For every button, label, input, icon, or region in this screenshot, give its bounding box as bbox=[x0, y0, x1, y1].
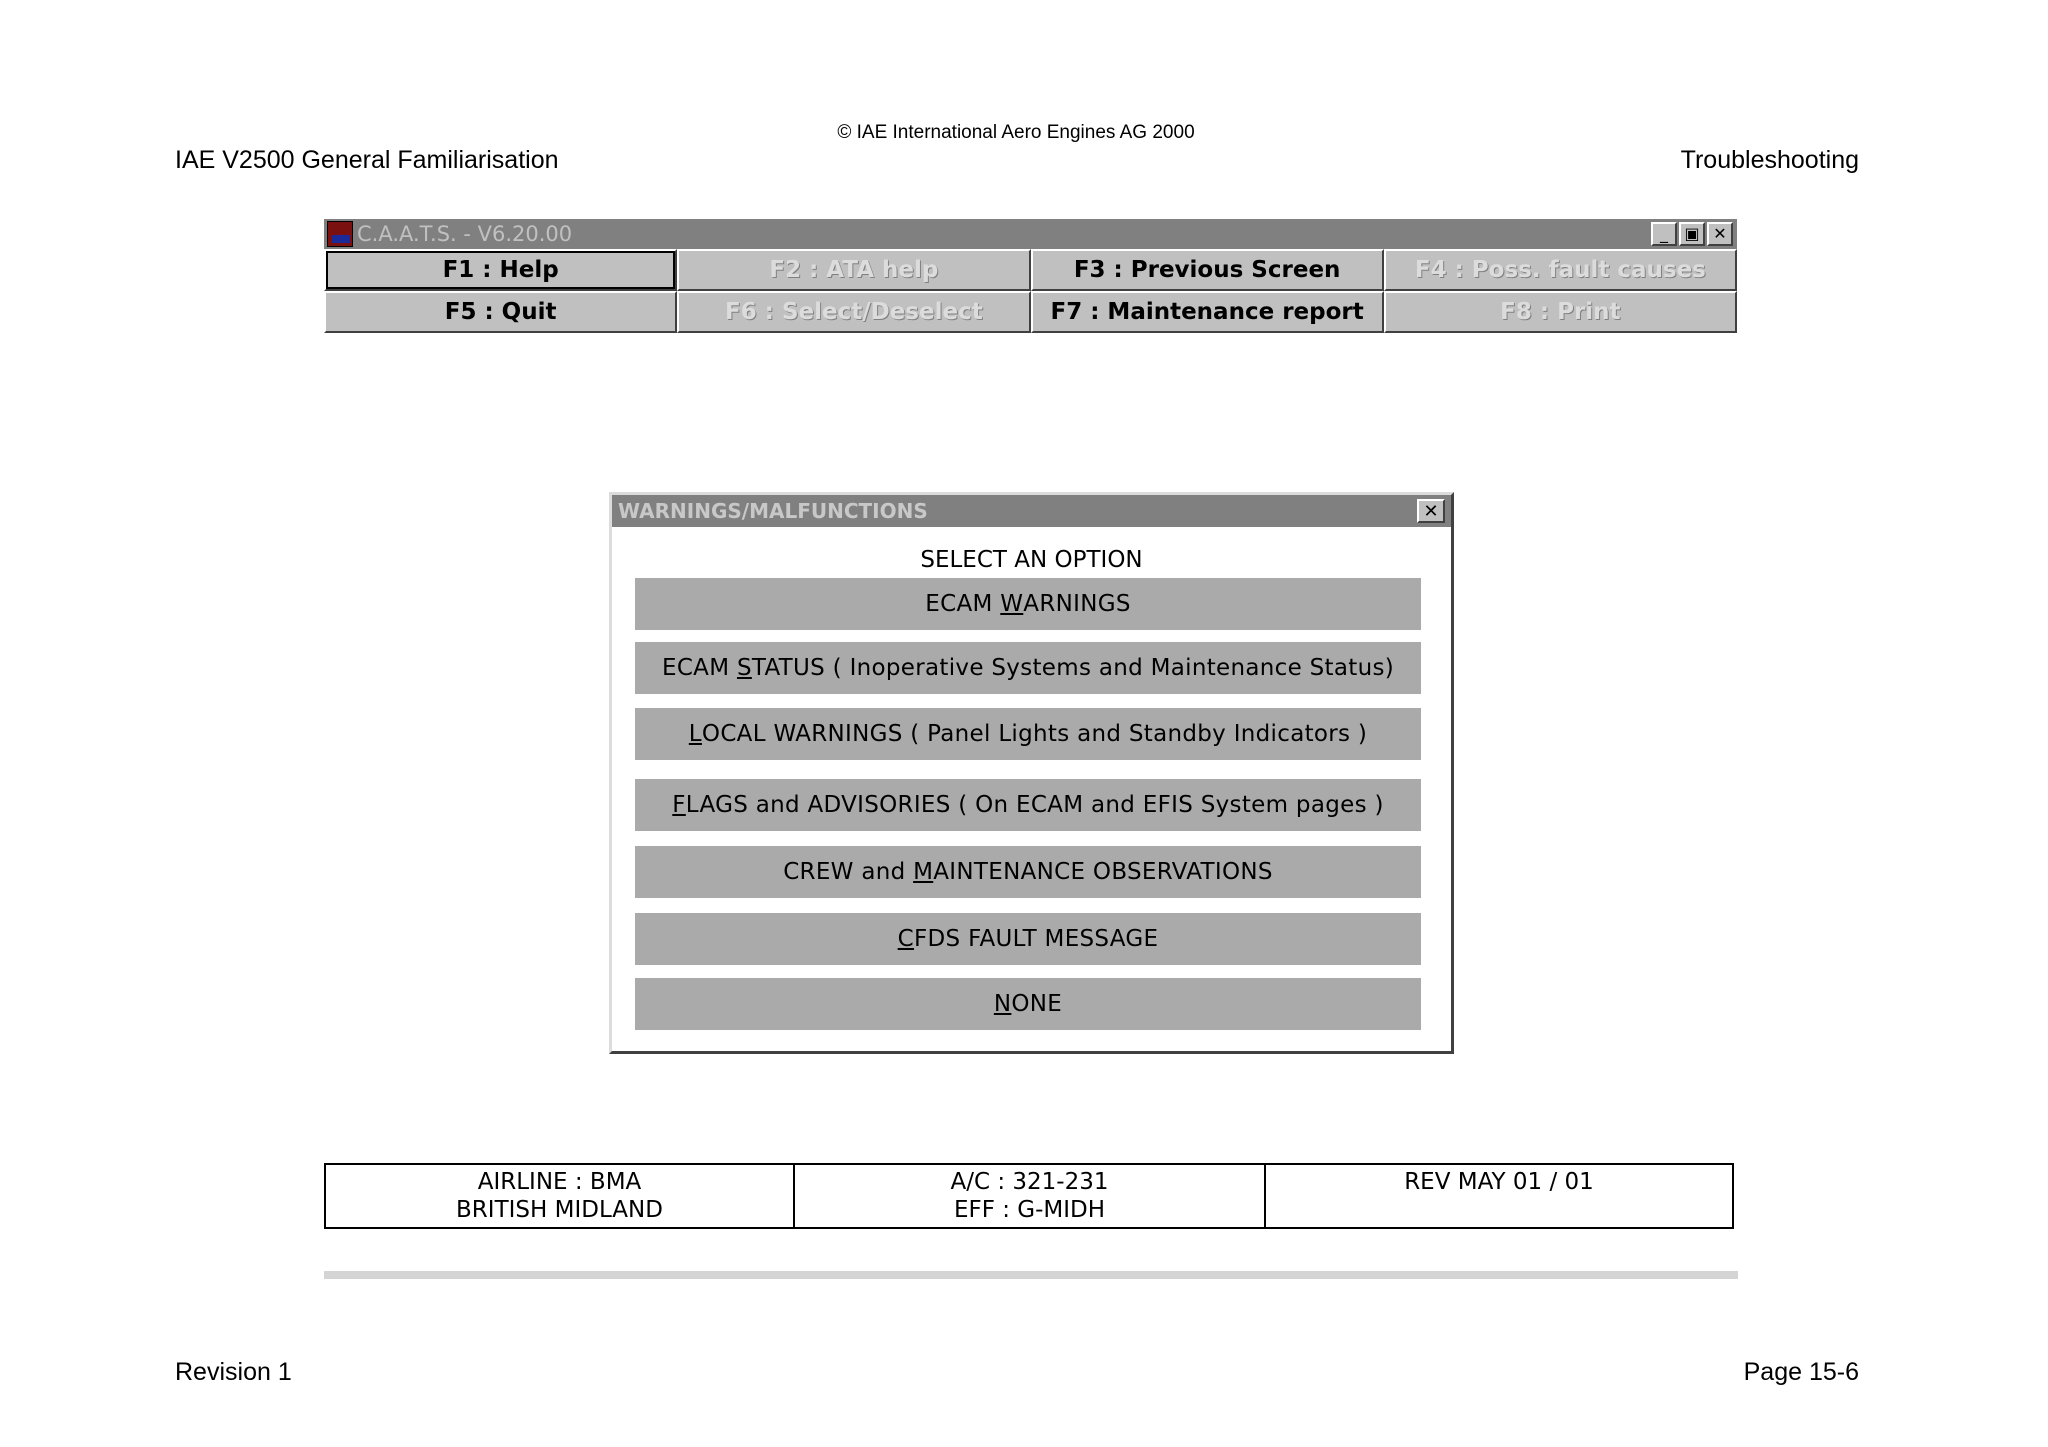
option-hotkey: L bbox=[688, 721, 702, 747]
option-label-post: AINTENANCE OBSERVATIONS bbox=[933, 859, 1273, 885]
caats-title: C.A.A.T.S. - V6.20.00 bbox=[357, 222, 573, 246]
dialog-prompt: SELECT AN OPTION bbox=[920, 547, 1143, 573]
option-none-button[interactable] bbox=[635, 978, 1421, 1030]
dialog-titlebar[interactable] bbox=[612, 495, 1451, 527]
caats-titlebar[interactable] bbox=[324, 219, 1737, 249]
f8-print-button[interactable]: F8 : Print bbox=[1384, 291, 1737, 333]
option-flags-advisories-button[interactable] bbox=[635, 779, 1421, 831]
aircraft-cell bbox=[795, 1165, 1266, 1227]
option-hotkey: S bbox=[736, 655, 752, 681]
option-label-post: ONE bbox=[1011, 991, 1063, 1017]
option-local-warnings-button[interactable] bbox=[635, 708, 1421, 760]
restore-icon[interactable]: ▣ bbox=[1679, 222, 1705, 246]
copyright-notice: © IAE International Aero Engines AG 2000 bbox=[837, 122, 1195, 143]
aircraft-info-table bbox=[324, 1163, 1734, 1229]
f7-maintenance-report-button[interactable]: F7 : Maintenance report bbox=[1031, 291, 1384, 333]
option-label-post: OCAL WARNINGS ( Panel Lights and Standby Indicators ) bbox=[701, 721, 1368, 747]
option-label-post: ARNINGS bbox=[1023, 591, 1131, 617]
option-label-post: LAGS and ADVISORIES ( On ECAM and EFIS System pages ) bbox=[685, 792, 1384, 818]
revision-label: Revision 1 bbox=[175, 1358, 292, 1386]
dialog-close-icon[interactable]: ✕ bbox=[1417, 499, 1445, 523]
warnings-malfunctions-dialog bbox=[609, 492, 1454, 1054]
option-cfds-fault-message-button[interactable] bbox=[635, 913, 1421, 965]
caats-app-icon[interactable] bbox=[327, 221, 353, 247]
option-label-pre: ECAM bbox=[661, 655, 737, 681]
option-hotkey: F bbox=[672, 792, 686, 818]
option-label-pre: CREW and bbox=[783, 859, 914, 885]
function-key-bar bbox=[324, 249, 1737, 333]
document-title: IAE V2500 General Familiarisation bbox=[175, 146, 559, 174]
f6-select-deselect-button[interactable]: F6 : Select/Deselect bbox=[677, 291, 1030, 333]
dialog-title: WARNINGS/MALFUNCTIONS bbox=[618, 499, 928, 523]
option-label-post: FDS FAULT MESSAGE bbox=[914, 926, 1159, 952]
airline-name: BRITISH MIDLAND bbox=[456, 1197, 663, 1223]
option-crew-maintenance-observations-button[interactable] bbox=[635, 846, 1421, 898]
option-hotkey: W bbox=[1000, 591, 1024, 617]
option-label-post: TATUS ( Inoperative Systems and Maintenance Status) bbox=[751, 655, 1395, 681]
minimize-icon[interactable]: _ bbox=[1651, 222, 1677, 246]
option-ecam-warnings-button[interactable] bbox=[635, 578, 1421, 630]
close-icon[interactable]: ✕ bbox=[1707, 222, 1733, 246]
page-number: Page 15-6 bbox=[1743, 1358, 1859, 1386]
aircraft-effectivity: EFF : G-MIDH bbox=[953, 1197, 1106, 1223]
status-bar-divider bbox=[324, 1271, 1738, 1279]
window-controls bbox=[1651, 222, 1733, 246]
aircraft-type: A/C : 321-231 bbox=[950, 1169, 1109, 1195]
option-hotkey: M bbox=[913, 859, 934, 885]
revision-cell bbox=[1266, 1165, 1732, 1227]
f2-ata-help-button[interactable]: F2 : ATA help bbox=[677, 249, 1030, 291]
option-hotkey: N bbox=[993, 991, 1012, 1017]
f3-previous-screen-button[interactable]: F3 : Previous Screen bbox=[1031, 249, 1384, 291]
option-hotkey: C bbox=[897, 926, 915, 952]
option-ecam-status-button[interactable] bbox=[635, 642, 1421, 694]
airline-code: AIRLINE : BMA bbox=[477, 1169, 642, 1195]
f4-poss-fault-causes-button[interactable]: F4 : Poss. fault causes bbox=[1384, 249, 1737, 291]
f5-quit-button[interactable]: F5 : Quit bbox=[324, 291, 677, 333]
airline-cell bbox=[326, 1165, 795, 1227]
revision-date: REV MAY 01 / 01 bbox=[1404, 1169, 1594, 1195]
f1-help-button[interactable]: F1 : Help bbox=[324, 249, 677, 291]
caats-window bbox=[324, 219, 1737, 333]
option-label-pre: ECAM bbox=[925, 591, 1001, 617]
section-title: Troubleshooting bbox=[1680, 146, 1859, 174]
